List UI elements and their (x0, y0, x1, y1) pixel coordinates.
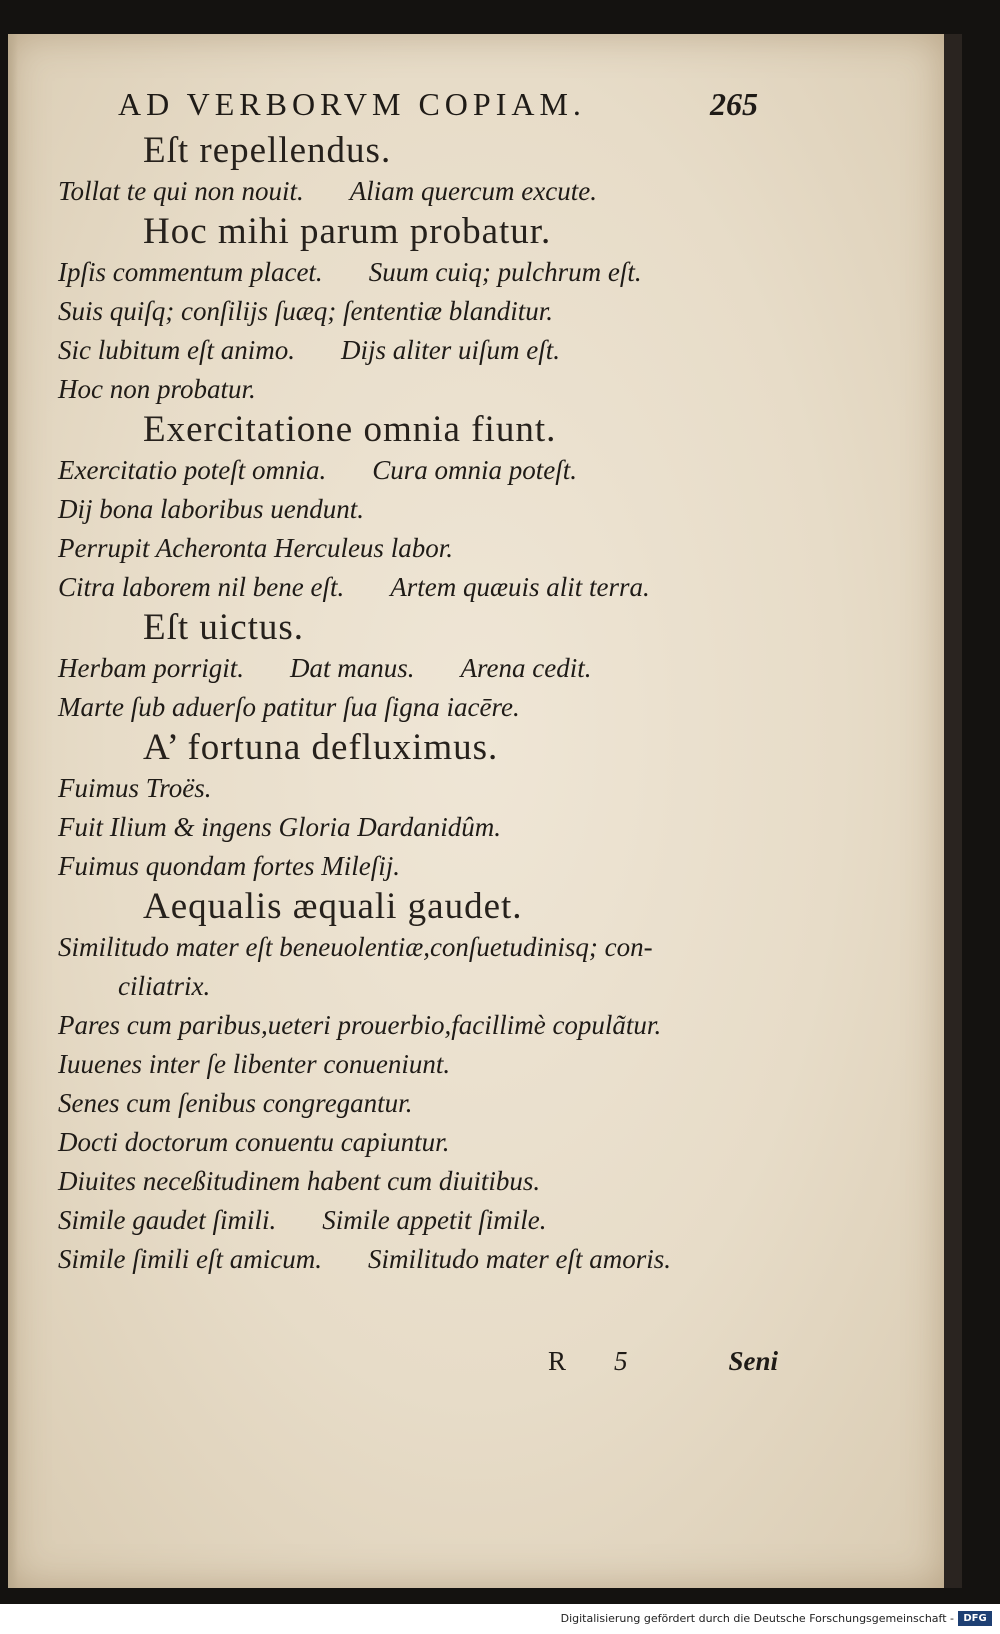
funding-credit: Digitalisierung gefördert durch die Deutsche Forschungsgemeinschaft - (560, 1612, 954, 1625)
text-line: Suis quiſq; conſilijs ſuæq; ſententiæ blanditur. (58, 296, 554, 326)
page-header (118, 86, 758, 123)
folio-number: 265 (710, 86, 758, 122)
text-line: Marte ſub aduerſo patitur ſua ſigna iacēre. (58, 692, 520, 722)
section-heading: A’ fortuna defluximus. (143, 727, 499, 768)
page-content (58, 130, 778, 1279)
text-line: Ipſis commentum placet. Suum cuiq; pulchrum eſt. (58, 257, 642, 287)
text-line: Perrupit Acheronta Herculeus labor. (58, 533, 453, 563)
digitization-footer (0, 1604, 1000, 1634)
text-line: Dij bona laboribus uendunt. (58, 494, 365, 524)
text-line: Exercitatio poteſt omnia. Cura omnia poteſt. (58, 455, 577, 485)
page-edge (8, 34, 18, 1588)
signature-number: 5 (614, 1346, 628, 1376)
section-heading: Eſt repellendus. (143, 130, 392, 171)
section-heading: Exercitatione omnia fiunt. (143, 409, 557, 450)
text-line: Fuimus Troës. (58, 773, 212, 803)
catchword: Seni (728, 1346, 778, 1376)
section-heading: Eſt uictus. (143, 607, 305, 648)
text-line: ciliatrix. (118, 971, 211, 1001)
section-heading: Hoc mihi parum probatur. (143, 211, 552, 252)
text-line: Sic lubitum eſt animo. Dijs aliter uiſum eſt. (58, 335, 560, 365)
text-line: Iuuenes inter ſe libenter conueniunt. (58, 1049, 451, 1079)
text-line: Senes cum ſenibus congregantur. (58, 1088, 413, 1118)
text-line: Pares cum paribus,ueteri prouerbio,facillimè copulãtur. (58, 1010, 662, 1040)
text-line: Similitudo mater eſt beneuolentiæ,conſuetudinisq; con- (58, 932, 653, 962)
text-line: Tollat te qui non nouit. Aliam quercum excute. (58, 176, 597, 206)
section-heading: Aequalis æquali gaudet. (143, 886, 523, 927)
text-line: Citra laborem nil bene eſt. Artem quæuis alit terra. (58, 572, 650, 602)
dfg-logo-icon: DFG (958, 1611, 992, 1626)
text-line: Simile ſimili eſt amicum. Similitudo mater eſt amoris. (58, 1244, 671, 1274)
signature-mark: R (548, 1346, 567, 1376)
text-line: Fuit Ilium & ingens Gloria Dardanidûm. (58, 812, 501, 842)
text-line: Herbam porrigit. Dat manus. Arena cedit. (58, 653, 592, 683)
text-line: Docti doctorum conuentu capiuntur. (58, 1127, 450, 1157)
text-line: Diuites neceßitudinem habent cum diuitibus. (58, 1166, 541, 1196)
running-title: AD VERBORVM COPIAM. (118, 86, 586, 122)
text-line: Fuimus quondam fortes Mileſij. (58, 851, 400, 881)
text-line: Simile gaudet ſimili. Simile appetit ſimile. (58, 1205, 547, 1235)
text-line: Hoc non probatur. (58, 374, 256, 404)
book-page (8, 34, 962, 1588)
